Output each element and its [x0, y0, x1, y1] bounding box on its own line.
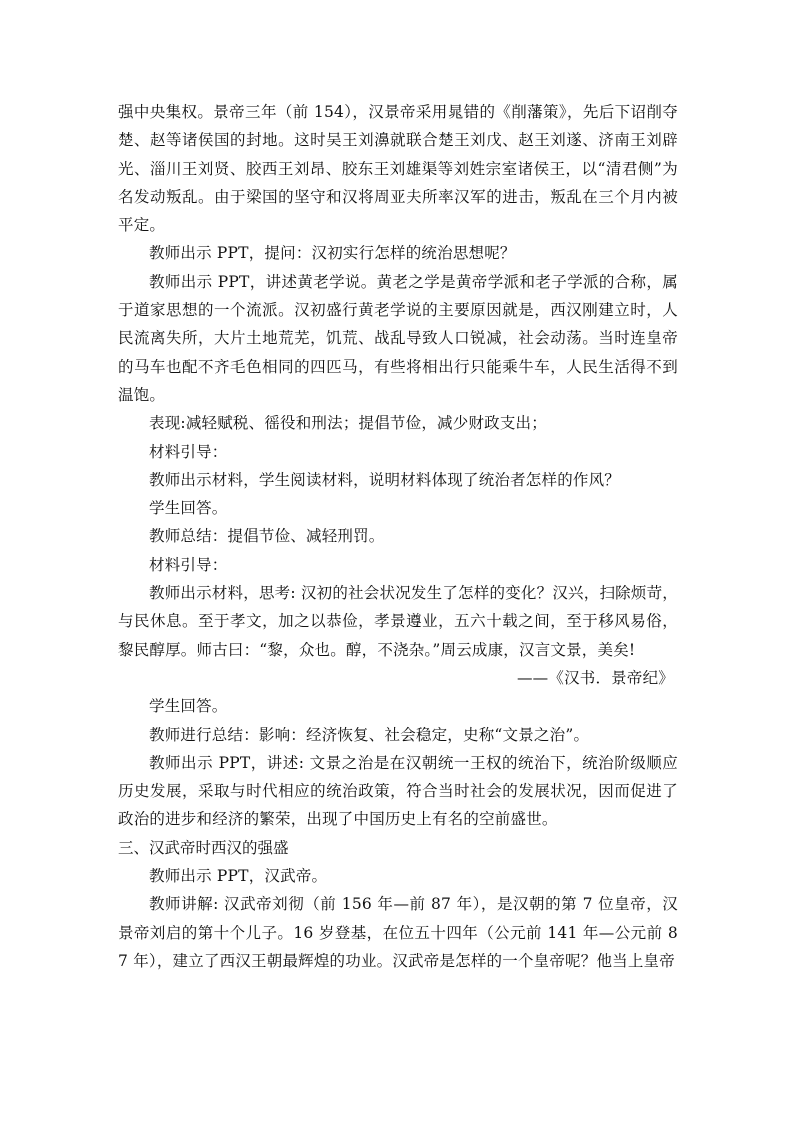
paragraph-material-reading: 教师出示材料，学生阅读材料，说明材料体现了统治者怎样的作风？ [149, 470, 621, 489]
paragraph-hanshu-quote: 教师出示材料，思考: 汉初的社会状况发生了怎样的变化？汉兴，扫除烦苛，与民休息。至于孝文，加之以恭俭，孝景遵业，五六十载之间，至于移风易俗，黎民醇厚。师古曰：“黎，众也。醇，不浇杂。”周云成康，汉言文景，美矣! [118, 584, 678, 659]
paragraph-wudi-biography: 教师讲解: 汉武帝刘彻（前 156 年—前 87 年），是汉朝的第 7 位皇帝，汉景帝刘启的第十个儿子。16 岁登基，在位五十四年（公元前 141 年—公元前 87 年），建立了西汉王朝最辉煌的功业。汉武帝是怎样的一个皇帝呢？他当上皇帝 [118, 895, 678, 970]
paragraph-student-answer-2: 学生回答。 [149, 697, 228, 716]
paragraph-huanglao-theory: 教师出示 PPT，讲述黄老学说。黄老之学是黄帝学派和老子学派的合称，属于道家思想的一个流派。汉初盛行黄老学说的主要原因就是，西汉刚建立时，人民流离失所，大片土地荒芜，饥荒、战乱导致人口锐减，社会动荡。当时连皇帝的马车也配不齐毛色相同的四匹马，有些将相出行只能乘牛车，人民生活得不到温饱。 [118, 272, 678, 404]
paragraph-ppt-wudi: 教师出示 PPT，汉武帝。 [149, 867, 328, 886]
paragraph-ppt-question: 教师出示 PPT，提问：汉初实行怎样的统治思想呢？ [149, 244, 516, 263]
paragraph-wenjing-rule: 教师出示 PPT，讲述: 文景之治是在汉朝统一王权的统治下，统治阶级顺应历史发展，采取与时代相应的统治政策，符合当时社会的发展状况，因而促进了政治的进步和经济的繁荣，出现了中国历史上有名的空前盛世。 [118, 753, 678, 829]
paragraph-student-answer-1: 学生回答。 [149, 499, 228, 518]
paragraph-material-guide-2: 材料引导： [149, 555, 228, 574]
paragraph-teacher-summary-1: 教师总结：提倡节俭、减轻刑罚。 [149, 527, 385, 546]
paragraph-feudal-revolt: 强中央集权。景帝三年（前 154），汉景帝采用晁错的《削藩策》，先后下诏削夺楚、赵等诸侯国的封地。这时吴王刘濞就联合楚王刘戊、赵王刘遂、济南王刘辟光、淄川王刘贤、胶西王刘昂、胶东王刘雄渠等刘姓宗室诸侯王，以“清君侧”为名发动叛乱。由于梁国的坚守和汉将周亚夫所率汉军的进击，叛乱在三个月内被平定。 [118, 103, 678, 235]
section-heading-wudi: 三、汉武帝时西汉的强盛 [118, 838, 289, 857]
paragraph-manifestation: 表现:减轻赋税、徭役和刑法；提倡节俭，减少财政支出； [149, 414, 547, 433]
paragraph-material-guide-1: 材料引导： [149, 442, 228, 461]
paragraph-teacher-summary-2: 教师进行总结：影响：经济恢复、社会稳定，史称“文景之治”。 [149, 725, 590, 744]
citation-hanshu: ——《汉书．景帝纪》 [516, 668, 674, 687]
document-page [118, 98, 678, 975]
